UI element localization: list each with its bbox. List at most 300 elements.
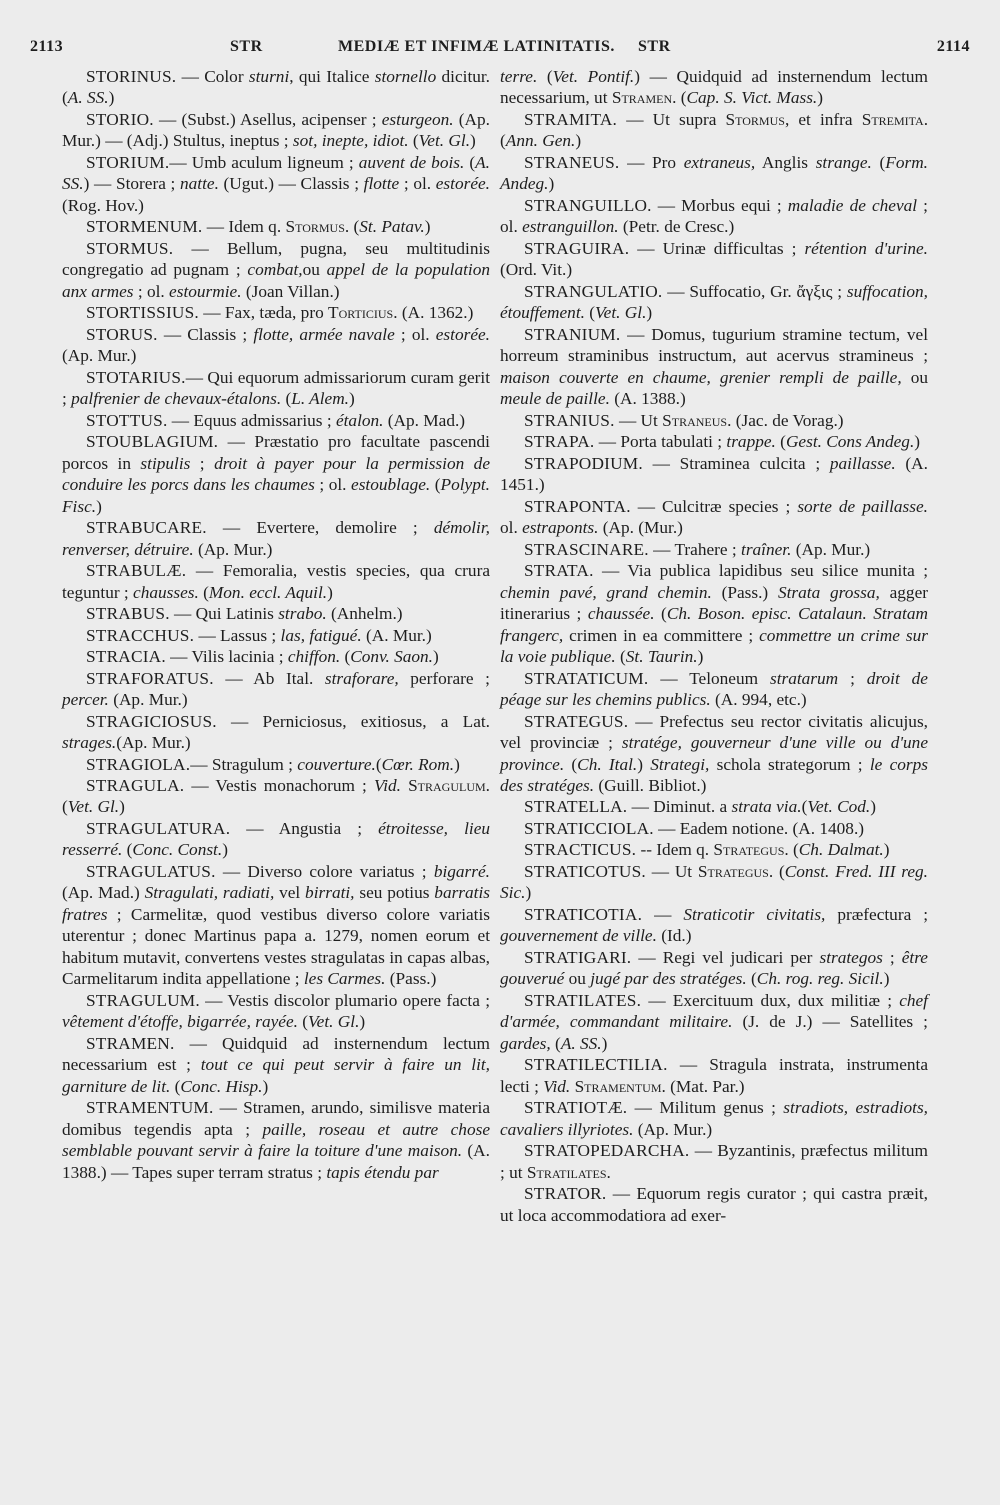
dictionary-entry bbox=[62, 66, 490, 109]
entry-headword: STRATIOTÆ. bbox=[524, 1098, 628, 1118]
entry-gloss-italic: percer. bbox=[62, 690, 109, 710]
entry-headword: STRATILATES. bbox=[524, 990, 642, 1010]
entry-headword: STRASCINARE. bbox=[524, 539, 649, 559]
entry-text: Stormus bbox=[725, 109, 785, 129]
entry-headword: STRAGULA. bbox=[86, 775, 185, 795]
entry-text: ( bbox=[430, 475, 441, 495]
entry-text: . (Mat. Par.) bbox=[661, 1076, 745, 1096]
dictionary-entry bbox=[500, 904, 928, 947]
entry-gloss-italic: strages. bbox=[62, 733, 117, 753]
entry-gloss-italic: tout ce qui peut servir à faire un lit, garniture de lit. bbox=[62, 1055, 490, 1096]
entry-text: (Ugut.) — Classis ; bbox=[218, 174, 364, 194]
dictionary-entry bbox=[500, 324, 928, 410]
entry-gloss-italic: Vet. Cod. bbox=[807, 797, 871, 817]
entry-gloss-italic: maladie de cheval bbox=[787, 195, 918, 215]
entry-gloss-italic: stornello bbox=[374, 67, 437, 86]
dictionary-entry bbox=[500, 238, 928, 281]
entry-text: (Pass.) bbox=[385, 969, 437, 989]
dictionary-entry bbox=[500, 539, 928, 560]
entry-text: — Exercituum dux, dux militiæ ; bbox=[641, 990, 900, 1010]
entry-gloss-italic: estranguillon. bbox=[522, 217, 619, 237]
entry-text: (A. Mur.) bbox=[361, 625, 432, 645]
entry-text: — Regi vel judicari per bbox=[631, 947, 820, 967]
entry-gloss-italic: strata via. bbox=[731, 797, 802, 817]
entry-headword: STORIO. bbox=[86, 109, 154, 129]
entry-text: — Evertere, demolire ; bbox=[206, 518, 434, 538]
entry-text: (Guill. Bibliot.) bbox=[594, 775, 707, 795]
entry-text: (Ap. Mur.) bbox=[791, 539, 871, 559]
dictionary-entry bbox=[62, 517, 490, 560]
dictionary-entry bbox=[62, 625, 490, 646]
entry-text: — Suffocatio, Gr. ἄγξις ; bbox=[662, 281, 847, 301]
entry-gloss-italic: auvent de bois. bbox=[358, 152, 465, 172]
running-title: MEDIÆ ET INFIMÆ LATINITATIS. bbox=[338, 38, 615, 55]
entry-text: — Qui equorum admissariorum curam gerit ; bbox=[62, 367, 490, 409]
entry-text: perforare ; bbox=[398, 668, 490, 688]
entry-gloss-italic: gardes, bbox=[500, 1033, 551, 1053]
entry-text: ) bbox=[108, 88, 115, 108]
entry-text: (Ap. Mad.) bbox=[383, 410, 466, 430]
entry-text: . ( bbox=[62, 775, 490, 817]
entry-gloss-italic: jugé par des stratéges. bbox=[590, 969, 747, 989]
entry-text: ( bbox=[550, 1033, 561, 1053]
entry-text: Strategus bbox=[697, 861, 769, 881]
dictionary-entry bbox=[62, 1097, 490, 1183]
entry-text: (Rog. Hov.) bbox=[62, 195, 144, 215]
entry-text: (A. 1388.) bbox=[609, 389, 686, 409]
entry-text: — Vestis monachorum ; bbox=[184, 775, 374, 795]
entry-text: — Stramen, arundo, similisve materia domibus tegendis apta ; bbox=[62, 1098, 490, 1139]
entry-text: — Domus, tugurium stramine tectum, vel horreum straminibus instructum, aut acervus stramineus ; bbox=[500, 324, 928, 366]
entry-headword: STOUBLAGIUM. bbox=[86, 432, 219, 452]
entry-gloss-italic: Conv. Saon. bbox=[350, 647, 433, 667]
entry-text: Stramen bbox=[611, 88, 673, 108]
entry-text: — Femoralia, vestis species, qua crura teguntur ; bbox=[62, 561, 490, 602]
entry-gloss-italic: chausses. bbox=[133, 582, 199, 602]
dictionary-entry bbox=[500, 560, 928, 667]
entry-gloss-italic: droit à payer pour la permission de conduire les porcs dans les chaumes bbox=[62, 453, 490, 495]
right-column bbox=[500, 66, 928, 1226]
entry-gloss-italic: chef d'armée, commandant militaire. bbox=[500, 990, 928, 1032]
entry-gloss-italic: tapis étendu par bbox=[326, 1162, 439, 1182]
entry-text: — Culcitræ species ; bbox=[630, 496, 798, 516]
entry-text: (Joan Villan.) bbox=[241, 281, 340, 301]
entry-gloss-italic: vêtement d'étoffe, bigarrée, rayée. bbox=[62, 1012, 298, 1032]
entry-text: ( bbox=[122, 840, 133, 860]
entry-text: ( bbox=[281, 389, 292, 409]
entry-text: ) — Storera ; bbox=[83, 174, 181, 194]
entry-text: — Equus admissarius ; bbox=[167, 410, 336, 430]
entry-text: — Ut bbox=[614, 410, 663, 430]
entry-text: (Pass.) bbox=[711, 582, 778, 602]
entry-text: Stratilates bbox=[526, 1162, 607, 1182]
entry-gloss-italic: Vet. Gl. bbox=[595, 303, 647, 323]
entry-text: . ( bbox=[784, 840, 799, 860]
entry-headword: STRATEGUS. bbox=[524, 711, 629, 731]
entry-text: . ( bbox=[344, 217, 360, 237]
entry-text bbox=[401, 776, 408, 795]
dictionary-entry bbox=[62, 238, 490, 302]
entry-text: ) bbox=[119, 797, 125, 817]
entry-gloss-italic: birrati, bbox=[305, 883, 355, 903]
entry-text: (Ap. Mur.) bbox=[108, 690, 188, 710]
entry-gloss-italic: maison couverte en chaume, grenier rempli de paille, bbox=[500, 367, 902, 387]
entry-text: (A. 1388.) — Tapes super terram stratus ; bbox=[62, 1141, 490, 1182]
dictionary-entry bbox=[62, 152, 490, 216]
entry-text: (Ap. Mur.) bbox=[116, 733, 191, 753]
entry-gloss-italic: estoublage. bbox=[351, 475, 431, 495]
entry-text: vel bbox=[274, 883, 306, 903]
entry-text: — Ut supra bbox=[617, 109, 726, 129]
entry-gloss-italic: A. SS. bbox=[67, 88, 109, 108]
entry-text: ( bbox=[654, 604, 667, 624]
entry-headword: STORIUM. bbox=[86, 152, 170, 172]
entry-gloss-italic: Ch. rog. reg. Sicil. bbox=[756, 969, 884, 989]
entry-text: (A. 994, etc.) bbox=[710, 690, 807, 710]
entry-headword: STRAGIOLA. bbox=[86, 754, 191, 774]
entry-text: ) bbox=[914, 432, 921, 452]
entry-gloss-italic: Ch. Boson. episc. Catalaun. Stratam frangerc, bbox=[500, 604, 928, 645]
entry-text: ; ol. bbox=[314, 475, 352, 495]
entry-text: . (Jac. de Vorag.) bbox=[727, 410, 844, 430]
entry-text: — Angustia ; bbox=[230, 818, 379, 838]
entry-headword: STRAGUIRA. bbox=[524, 238, 630, 258]
entry-headword: STRACIA. bbox=[86, 647, 166, 667]
dictionary-entry bbox=[62, 603, 490, 624]
entry-text: ) bbox=[327, 582, 333, 602]
entry-text: — Umb aculum ligneum ; bbox=[169, 152, 359, 172]
entry-gloss-italic: paillasse. bbox=[829, 453, 896, 473]
entry-text: ) bbox=[222, 840, 228, 860]
entry-gloss-italic: meule de paille. bbox=[500, 389, 610, 409]
entry-gloss-italic: Stragulati, radiati, bbox=[144, 883, 275, 903]
entry-gloss-italic: bigarré. bbox=[433, 861, 490, 881]
dictionary-entry bbox=[500, 410, 928, 431]
entry-text: (Id.) bbox=[656, 926, 692, 946]
entry-headword: STOTTUS. bbox=[86, 410, 168, 430]
entry-text: ; bbox=[838, 668, 867, 688]
entry-gloss-italic: sot, inepte, idiot. bbox=[292, 131, 409, 151]
entry-text: ; ol. bbox=[394, 324, 436, 344]
dictionary-entry bbox=[500, 1140, 928, 1183]
entry-headword: STRATOR. bbox=[524, 1184, 607, 1204]
entry-text: ) bbox=[646, 303, 653, 323]
entry-text: — Lassus ; bbox=[194, 625, 281, 645]
entry-text: — Eadem notione. (A. 1408.) bbox=[653, 818, 865, 838]
entry-gloss-italic: Vet. Gl. bbox=[418, 131, 471, 151]
entry-text: — Pro bbox=[619, 152, 684, 172]
entry-text: — Militum genus ; bbox=[627, 1098, 784, 1118]
entry-text: agger itinerarius ; bbox=[500, 582, 928, 624]
dictionary-entry bbox=[62, 668, 490, 711]
right-running-head: STR bbox=[638, 38, 671, 55]
entry-text: — Classis ; bbox=[157, 324, 254, 344]
entry-text: — Diverso colore variatus ; bbox=[215, 861, 434, 881]
entry-text: Straneus bbox=[662, 410, 728, 430]
entry-gloss-italic: Conc. Hisp. bbox=[180, 1076, 263, 1096]
entry-gloss-italic: esturgeon. bbox=[381, 109, 454, 129]
entry-gloss-italic: strange. bbox=[815, 152, 872, 172]
entry-gloss-italic: Form. Andeg. bbox=[500, 152, 929, 194]
entry-headword: STRAMENTUM. bbox=[86, 1098, 214, 1118]
dictionary-entry bbox=[62, 861, 490, 990]
entry-gloss-italic: las, fatigué. bbox=[280, 625, 362, 645]
entry-gloss-italic: le corps des stratéges. bbox=[500, 754, 929, 795]
entry-headword: STRAMEN. bbox=[86, 1033, 175, 1053]
entry-gloss-italic: rétention d'urine. bbox=[804, 238, 928, 258]
entry-text: ( bbox=[564, 754, 578, 774]
left-running-head: STR bbox=[230, 38, 263, 55]
entry-gloss-italic: estourmie. bbox=[169, 281, 242, 301]
entry-gloss-italic: St. Taurin. bbox=[625, 647, 698, 667]
entry-gloss-italic: stratarum bbox=[769, 668, 839, 688]
dictionary-entry bbox=[62, 775, 490, 818]
entry-text: . bbox=[606, 1162, 611, 1182]
entry-text: ( bbox=[537, 67, 553, 86]
dictionary-entry bbox=[62, 302, 490, 323]
entry-gloss-italic: gouvernement de ville. bbox=[500, 926, 657, 946]
entry-text: — Fax, tæda, pro bbox=[198, 303, 329, 323]
entry-text: . ( bbox=[672, 88, 687, 108]
entry-gloss-italic: sturni bbox=[248, 67, 290, 86]
entry-text: — Idem q. bbox=[202, 217, 286, 237]
entry-headword: STRAMITA. bbox=[524, 109, 618, 129]
entry-text: ) — Quidquid ad insternendum lectum necessarium, ut bbox=[500, 67, 928, 108]
entry-text: — Morbus equi ; bbox=[651, 195, 788, 215]
dictionary-entry bbox=[500, 711, 928, 797]
entry-text: ) bbox=[883, 840, 890, 860]
entry-gloss-italic: paille, roseau et autre chose semblable pouvant servir à faire la toiture d'une maison. bbox=[62, 1119, 490, 1161]
entry-text: ) bbox=[432, 647, 439, 667]
dictionary-entry bbox=[500, 195, 928, 238]
entry-gloss-italic: commettre un crime sur la voie publique. bbox=[500, 625, 928, 667]
entry-headword: STRACCHUS. bbox=[86, 625, 195, 645]
entry-text: — Straminea culcita ; bbox=[642, 453, 830, 473]
entry-gloss-italic: Gest. Cons Andeg. bbox=[785, 432, 915, 452]
dictionary-entry bbox=[62, 410, 490, 431]
entry-text: — Ab Ital. bbox=[213, 668, 325, 688]
entry-gloss-italic: straforare, bbox=[324, 668, 399, 688]
entry-gloss-italic: barratis fratres bbox=[62, 883, 490, 924]
entry-text: (Anhelm.) bbox=[326, 604, 403, 624]
entry-text: Torticius bbox=[328, 303, 394, 323]
dictionary-entry bbox=[500, 668, 928, 711]
entry-gloss-italic: les Carmes. bbox=[303, 969, 386, 989]
entry-headword: STRANIUS. bbox=[524, 410, 615, 430]
entry-text: ) bbox=[817, 88, 824, 108]
entry-text: ) bbox=[637, 754, 651, 774]
entry-text: — Præstatio pro facultate pascendi porcos in bbox=[62, 432, 490, 473]
entry-text: schola strategorum ; bbox=[709, 754, 870, 774]
dictionary-entry bbox=[62, 818, 490, 861]
entry-gloss-italic: Ch. Dalmat. bbox=[798, 840, 884, 860]
entry-text: ( bbox=[801, 797, 808, 817]
entry-text: — Byzantinis, præfectus militum ; ut bbox=[500, 1141, 928, 1182]
dictionary-entry bbox=[62, 990, 490, 1033]
entry-headword: STRAGULATURA. bbox=[86, 818, 231, 838]
entry-text: seu potius bbox=[354, 883, 435, 903]
entry-text: — Diminut. a bbox=[627, 797, 732, 817]
entry-gloss-italic: démolir, renverser, détruire. bbox=[62, 518, 490, 559]
entry-text: ) bbox=[454, 754, 460, 774]
entry-text: — Via publica lapidibus seu silice munita ; bbox=[593, 561, 928, 581]
entry-text: ( bbox=[340, 647, 351, 667]
entry-headword: STRAPA. bbox=[524, 432, 595, 452]
entry-gloss-italic: Cap. S. Vict. Mass. bbox=[686, 88, 818, 108]
entry-headword: STOTARIUS. bbox=[86, 367, 186, 387]
entry-text: ( bbox=[584, 303, 596, 323]
entry-text: . (A. 1362.) bbox=[393, 303, 474, 323]
entry-gloss-italic: stratége, gouverneur d'une ville ou d'une province. bbox=[500, 733, 928, 774]
entry-gloss-italic: Const. Fred. III reg. Sic. bbox=[500, 861, 928, 903]
entry-text: — Ut bbox=[645, 861, 698, 881]
entry-text: crimen in ea committere ; bbox=[563, 625, 760, 645]
entry-text: — bbox=[642, 904, 684, 924]
entry-gloss-italic: extraneus, bbox=[683, 152, 756, 172]
entry-gloss-italic: estorée. bbox=[435, 324, 490, 344]
entry-headword: STORMENUM. bbox=[86, 217, 203, 237]
entry-gloss-italic: Strata grossa, bbox=[777, 582, 880, 602]
dictionary-entry bbox=[500, 839, 928, 860]
entry-gloss-italic: chemin pavé, grand chemin. bbox=[500, 582, 712, 602]
dictionary-entry bbox=[62, 431, 490, 517]
entry-gloss-italic: Vid. bbox=[373, 775, 401, 795]
entry-gloss-italic: appel de la population anx armes bbox=[62, 260, 490, 301]
entry-text: Stremita bbox=[861, 109, 924, 129]
entry-text: — Vestis discolor plumario opere facta ; bbox=[199, 990, 490, 1010]
entry-gloss-italic: traîner. bbox=[741, 539, 792, 559]
entry-headword: STRAGULATUS. bbox=[86, 861, 216, 881]
entry-text: ( bbox=[775, 432, 786, 452]
entry-text: — Perniciosus, exitiosus, a Lat. bbox=[216, 711, 490, 731]
entry-gloss-italic: A. SS. bbox=[560, 1033, 602, 1053]
entry-gloss-italic: stipulis bbox=[140, 453, 191, 473]
entry-text: — Bellum, pugna, seu multitudinis congregatio ad pugnam ; bbox=[62, 238, 490, 280]
entry-gloss-italic: Vet. Gl. bbox=[308, 1012, 360, 1032]
entry-gloss-italic: suffocation, étouffement. bbox=[500, 281, 928, 323]
dictionary-entry bbox=[62, 754, 490, 775]
entry-headword: STRABUS. bbox=[86, 604, 170, 624]
entry-text: ( bbox=[170, 1076, 181, 1096]
entry-headword: STRAGICIOSUS. bbox=[86, 711, 217, 731]
entry-text: , qui Italice bbox=[289, 67, 375, 86]
dictionary-entry bbox=[62, 560, 490, 603]
entry-text: ou bbox=[901, 367, 928, 387]
entry-gloss-italic: A. SS. bbox=[62, 152, 490, 194]
entry-gloss-italic: Cœr. Rom. bbox=[381, 754, 455, 774]
entry-text: ) bbox=[359, 1012, 366, 1032]
entry-gloss-italic: Ann. Gen. bbox=[505, 131, 576, 151]
entry-text: ou bbox=[564, 969, 591, 989]
entry-text: ; Carmelitæ, quod vestibus diverso colore variatis uterentur ; donec Martinus papa a. 1279, nomen eorum et habitum mutavit, convertens vestes stragulatas in capas albas, Carmelitarum indita appellatione ; bbox=[62, 904, 490, 989]
entry-text: — Stragulum ; bbox=[190, 754, 298, 774]
entry-text: ) bbox=[424, 217, 431, 237]
entry-gloss-italic: strabo. bbox=[278, 604, 327, 624]
dictionary-entry bbox=[62, 646, 490, 667]
entry-gloss-italic: St. Patav. bbox=[359, 217, 425, 237]
entry-text: ( bbox=[198, 582, 209, 602]
entry-gloss-italic: Mon. eccl. Aquil. bbox=[208, 582, 328, 602]
entry-gloss-italic: étalon. bbox=[335, 410, 384, 430]
entry-text: dicitur. ( bbox=[62, 67, 491, 108]
entry-text: . ( bbox=[500, 109, 929, 151]
entry-headword: STRAPONTA. bbox=[524, 496, 631, 516]
entry-headword: STRATICOTUS. bbox=[524, 861, 646, 881]
entry-headword: STRATILECTILIA. bbox=[524, 1055, 668, 1075]
entry-gloss-italic: être gouverué bbox=[500, 947, 928, 989]
entry-text: Anglis bbox=[755, 152, 816, 172]
dictionary-entry bbox=[500, 861, 928, 904]
entry-gloss-italic: strategos bbox=[819, 947, 883, 967]
dictionary-entry bbox=[500, 431, 928, 452]
entry-headword: STRANGULATIO. bbox=[524, 281, 663, 301]
entry-text: ( bbox=[464, 152, 476, 172]
entry-text: . ( bbox=[768, 861, 785, 881]
entry-text: (Ap. Mur.) bbox=[193, 539, 273, 559]
entry-text: (A. 1451.) bbox=[500, 453, 928, 495]
entry-text: ; ol. bbox=[500, 195, 928, 237]
entry-text: ) bbox=[575, 131, 582, 151]
entry-text: Stramentum bbox=[574, 1076, 662, 1096]
entry-headword: STRAFORATUS. bbox=[86, 668, 214, 688]
dictionary-entry bbox=[500, 990, 928, 1054]
entry-gloss-italic: Conc. Const. bbox=[132, 840, 223, 860]
entry-text: — Urinæ difficultas ; bbox=[629, 238, 805, 258]
entry-headword: STRAPODIUM. bbox=[524, 453, 643, 473]
dictionary-entry bbox=[500, 818, 928, 839]
dictionary-entry bbox=[62, 1033, 490, 1097]
entry-gloss-italic: L. Alem. bbox=[291, 389, 350, 409]
entry-text: , et infra bbox=[784, 109, 862, 129]
dictionary-entry bbox=[62, 711, 490, 754]
entry-headword: STRANIUM. bbox=[524, 324, 621, 344]
entry-text: Stragulum bbox=[408, 775, 486, 795]
entry-text: ( bbox=[871, 152, 886, 172]
dictionary-entry bbox=[500, 796, 928, 817]
entry-text: ol. bbox=[500, 518, 523, 538]
entry-gloss-italic: flotte, armée navale bbox=[253, 324, 395, 344]
entry-text: (Ap. Mur.) bbox=[633, 1119, 713, 1139]
entry-headword: STRAGULUM. bbox=[86, 990, 200, 1010]
entry-gloss-italic: étroitesse, lieu resserré. bbox=[62, 818, 490, 860]
entry-text: ( bbox=[408, 131, 419, 151]
left-column bbox=[62, 66, 490, 1183]
entry-text: (Ord. Vit.) bbox=[500, 260, 573, 280]
entry-text: ( bbox=[746, 969, 757, 989]
entry-text: — (Subst.) Asellus, acipenser ; bbox=[153, 109, 382, 129]
entry-text: (Ap. Mur.) bbox=[62, 346, 137, 366]
entry-text: ) bbox=[470, 131, 476, 151]
entry-text: præfectura ; bbox=[825, 904, 929, 924]
entry-headword: STRANGUILLO. bbox=[524, 195, 652, 215]
entry-gloss-italic: estraponts. bbox=[522, 518, 599, 538]
entry-text: ) bbox=[96, 496, 102, 516]
entry-gloss-italic: Vid. bbox=[543, 1076, 571, 1096]
page-header bbox=[30, 38, 970, 62]
entry-headword: STRATICCIOLA. bbox=[524, 818, 654, 838]
entry-text: (Ap. Mur.) — (Adj.) Stultus, ineptus ; bbox=[62, 109, 490, 151]
dictionary-entry bbox=[500, 1183, 928, 1226]
entry-gloss-italic: Strategi, bbox=[650, 754, 710, 774]
entry-headword: STRATELLA. bbox=[524, 797, 628, 817]
entry-gloss-italic: stradiots, estradiots, cavaliers illyriotes. bbox=[500, 1098, 928, 1139]
entry-headword: STRABULÆ. bbox=[86, 561, 187, 581]
entry-text: — Quidquid ad insternendum lectum necessarium est ; bbox=[62, 1033, 490, 1075]
entry-text: ) bbox=[262, 1076, 269, 1096]
entry-headword: STRACTICUS. bbox=[524, 840, 637, 860]
entry-gloss-italic: Straticotir civitatis, bbox=[683, 904, 826, 924]
entry-text: — Trahere ; bbox=[648, 539, 742, 559]
